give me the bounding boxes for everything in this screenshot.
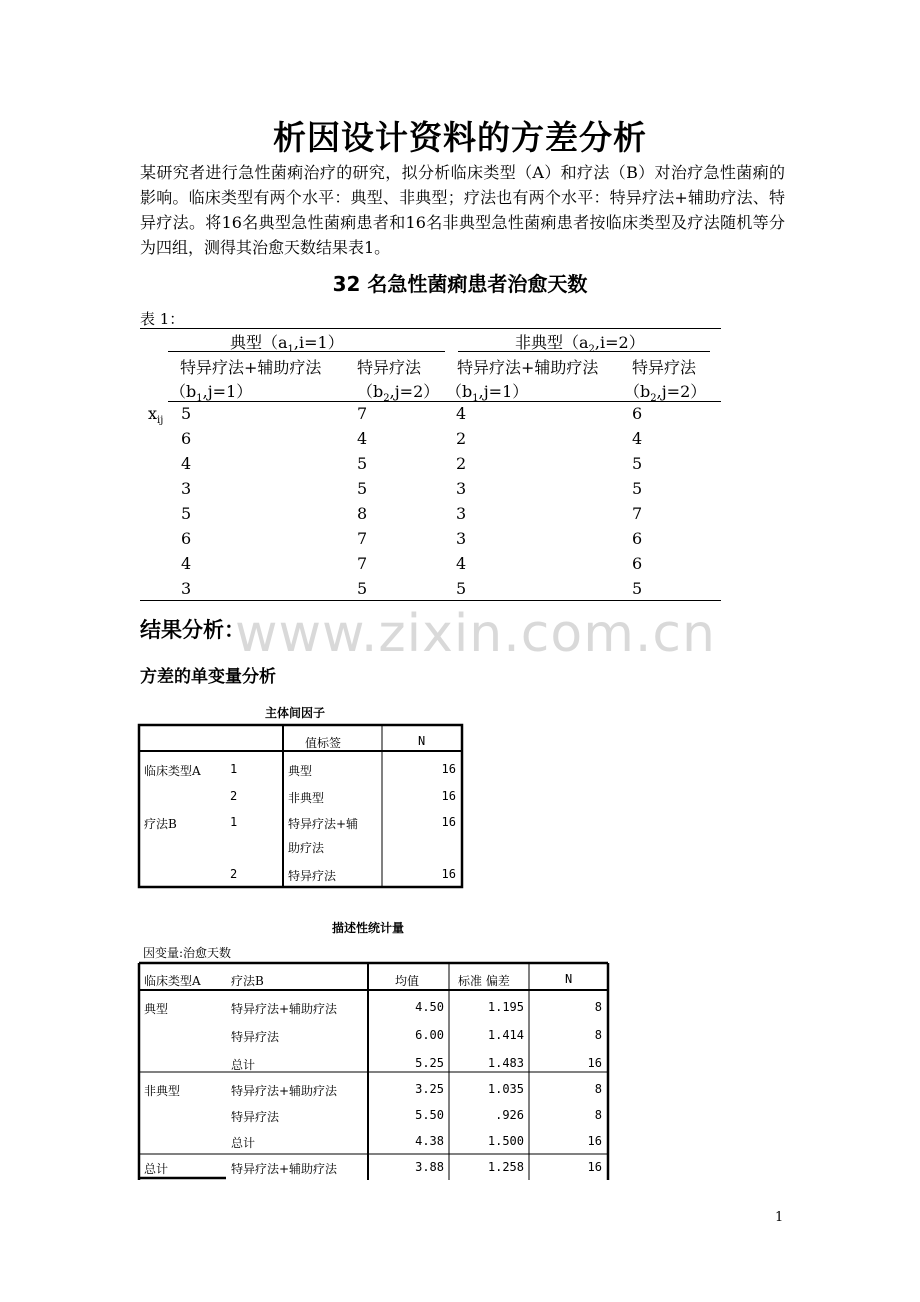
table1-cell: 4: [181, 554, 192, 573]
table1-col4-name: 特异疗法: [632, 358, 697, 377]
table1-cell: 5: [181, 404, 192, 423]
table1-col4-code: $(b_2,j=2)$: [624, 382, 707, 405]
desc-cell-n: 16: [587, 1056, 602, 1070]
between-label-b1: 特异疗法+辅: [288, 817, 359, 831]
table1-cell: 3: [456, 529, 467, 548]
page-title: 析因设计资料的方差分析: [273, 118, 647, 157]
table1-cell: 5: [357, 454, 368, 473]
table1-cell: 3: [456, 504, 467, 523]
table1-cell: 4: [456, 404, 467, 423]
between-value-a1: 1: [230, 762, 238, 776]
table1-col1-name: 特异疗法+辅助疗法: [180, 358, 322, 377]
desc-header-therapy: 疗法B: [231, 974, 264, 988]
between-factor-b: 疗法B: [144, 817, 177, 831]
table1-col3-code: $(b_1,j=1)$: [446, 382, 529, 405]
table1-cell: 4: [632, 429, 643, 448]
between-n-b2: 16: [441, 867, 456, 881]
between-header-label: 值标签: [305, 736, 342, 750]
table1-row-label: $x_{ij}$: [148, 404, 164, 427]
between-factor-a: 临床类型A: [144, 764, 201, 778]
table1-cell: 5: [632, 454, 643, 473]
table1-cell: 7: [357, 554, 368, 573]
desc-cell-mean: 4.38: [415, 1134, 444, 1148]
desc-title: 描述性统计量: [332, 921, 405, 935]
desc-cell-n: 16: [587, 1134, 602, 1148]
between-n-a1: 16: [441, 762, 456, 776]
table1-cell: 2: [456, 429, 467, 448]
desc-cell-sd: 1.035: [487, 1082, 524, 1096]
desc-cell-sd: 1.195: [487, 1000, 524, 1014]
table1-col2-name: 特异疗法: [357, 358, 422, 377]
desc-cell-mean: 6.00: [415, 1028, 444, 1042]
page-number: 1: [775, 1210, 784, 1225]
desc-dependent: 因变量:治愈天数: [143, 946, 232, 960]
table1-group1-rule: [168, 351, 445, 352]
desc-cell-mean: 5.50: [415, 1108, 444, 1122]
between-label-b2: 特异疗法: [288, 869, 337, 883]
table1-cell: 6: [632, 554, 643, 573]
table1-cell: 3: [456, 479, 467, 498]
desc-header-sd: 标准 偏差: [458, 974, 510, 988]
desc-cell-mean: 3.25: [415, 1082, 444, 1096]
between-n-b1: 16: [441, 815, 456, 829]
desc-cell-sd: 1.414: [487, 1028, 524, 1042]
desc-cell-mean: 5.25: [415, 1056, 444, 1070]
table1-top-rule: [140, 328, 721, 329]
table1-group2-rule: [458, 351, 710, 352]
desc-cell-n: 8: [594, 1082, 602, 1096]
table1-cell: 5: [181, 504, 192, 523]
desc-cell-n: 8: [594, 1028, 602, 1042]
table1-bottom-rule: [140, 600, 721, 601]
between-label-a2: 非典型: [288, 791, 325, 805]
between-header-n: N: [418, 734, 426, 748]
table1-cell: 5: [357, 579, 368, 598]
desc-cell-therapy: 特异疗法+辅助疗法: [231, 1002, 338, 1016]
desc-header-type: 临床类型A: [144, 974, 201, 988]
table1-label: 表 1：: [140, 310, 185, 328]
desc-cell-n: 16: [587, 1160, 602, 1174]
between-label-a1: 典型: [288, 764, 313, 778]
desc-cell-type: 典型: [144, 1002, 169, 1016]
table1-cell: 4: [456, 554, 467, 573]
desc-cell-n: 8: [594, 1108, 602, 1122]
desc-cell-therapy: 总计: [231, 1136, 256, 1150]
table1-cell: 5: [357, 479, 368, 498]
anova-heading: 方差的单变量分析: [140, 667, 276, 687]
desc-header-mean: 均值: [395, 974, 420, 988]
watermark: www.zixin.com.cn: [235, 604, 716, 664]
desc-cell-therapy: 特异疗法+辅助疗法: [231, 1162, 338, 1176]
desc-cell-sd: .926: [495, 1108, 524, 1122]
table1-cell: 6: [632, 404, 643, 423]
desc-cell-mean: 4.50: [415, 1000, 444, 1014]
desc-cell-sd: 1.500: [487, 1134, 524, 1148]
between-factors-title: 主体间因子: [265, 706, 326, 720]
table1-col1-code: $(b_1,j=1)$: [170, 382, 253, 405]
table1-cell: 3: [181, 479, 192, 498]
table1-cell: 5: [632, 579, 643, 598]
table1-cell: 4: [357, 429, 368, 448]
between-value-a2: 2: [230, 789, 238, 803]
between-value-b1: 1: [230, 815, 238, 829]
between-n-a2: 16: [441, 789, 456, 803]
desc-cell-type: 总计: [144, 1162, 169, 1176]
table1-cell: 6: [632, 529, 643, 548]
table1-group-atypical: 非典型$(a_2,i=2)$: [515, 333, 645, 356]
table1-group-typical: 典型$(a_1,i=1)$: [230, 333, 344, 356]
between-factors-frame: [136, 722, 466, 890]
desc-cell-sd: 1.483: [487, 1056, 524, 1070]
table1-cell: 4: [181, 454, 192, 473]
desc-cell-therapy: 特异疗法+辅助疗法: [231, 1084, 338, 1098]
table1-subtitle: 32 名急性菌痢患者治愈天数: [332, 272, 588, 296]
table1-col2-code: $(b_2,j=2)$: [357, 382, 440, 405]
table1-cell: 7: [632, 504, 643, 523]
desc-cell-n: 8: [594, 1000, 602, 1014]
table1-cell: 2: [456, 454, 467, 473]
table1-header-rule: [168, 401, 721, 402]
table1-cell: 5: [632, 479, 643, 498]
table1-cell: 6: [181, 529, 192, 548]
desc-cell-mean: 3.88: [415, 1160, 444, 1174]
desc-cell-therapy: 特异疗法: [231, 1030, 280, 1044]
desc-cell-type: 非典型: [144, 1084, 181, 1098]
table1-cell: 7: [357, 404, 368, 423]
table1-cell: 5: [456, 579, 467, 598]
table1-cell: 8: [357, 504, 368, 523]
desc-frame: [136, 960, 611, 1182]
between-value-b2: 2: [230, 867, 238, 881]
desc-cell-therapy: 特异疗法: [231, 1110, 280, 1124]
desc-cell-sd: 1.258: [487, 1160, 524, 1174]
between-label-b1-cont: 助疗法: [288, 841, 325, 855]
desc-header-n: N: [565, 972, 573, 986]
table1-cell: 6: [181, 429, 192, 448]
intro-paragraph: 某研究者进行急性菌痢治疗的研究，拟分析临床类型（A）和疗法（B）对治疗急性菌痢的影响。临床类型有两个水平：典型、非典型；疗法也有两个水平：特异疗法+辅助疗法、特异疗法。将16名典型急性菌痢患者和16名非典型急性菌痢患者按临床类型及疗法随机等分为四组，测得其治愈天数结果表1。: [140, 163, 785, 257]
results-heading: 结果分析：: [140, 618, 245, 642]
desc-cell-therapy: 总计: [231, 1058, 256, 1072]
table1-cell: 7: [357, 529, 368, 548]
table1-col3-name: 特异疗法+辅助疗法: [457, 358, 599, 377]
table1-cell: 3: [181, 579, 192, 598]
